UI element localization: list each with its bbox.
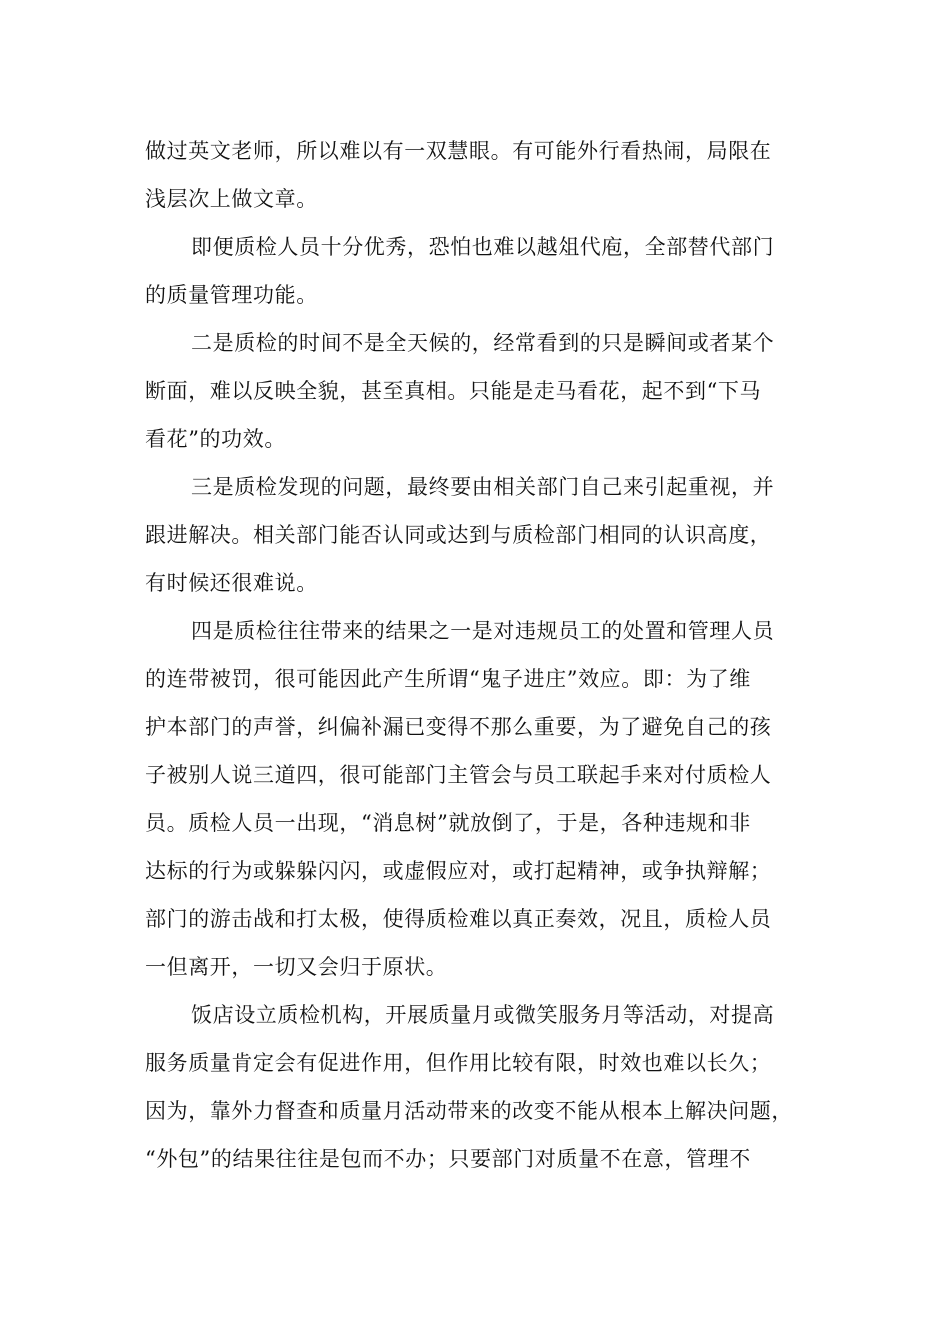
text-line: 三是质检发现的问题，最终要由相关部门自己来引起重视，并 [191,475,775,499]
text-line: 饭店设立质检机构，开展质量月或微笑服务月等活动，对提高 [191,1003,775,1027]
text-line: 断面，难以反映全貌，甚至真相。只能是走马看花，起不到“下马 [145,379,762,403]
text-line: 的连带被罚，很可能因此产生所谓“鬼子进庄”效应。即：为了维 [145,667,751,691]
text-line: 的质量管理功能。 [145,283,318,307]
text-line: 看花”的功效。 [145,427,286,451]
text-line: 子被别人说三道四，很可能部门主管会与员工联起手来对付质检人 [145,763,772,787]
paragraph-1 [145,127,805,223]
text-line: 有时候还很难说。 [145,571,318,595]
text-line: “外包”的结果往往是包而不办；只要部门对质量不在意，管理不 [145,1147,751,1171]
text-line: 做过英文老师，所以难以有一双慧眼。有可能外行看热闹，局限在 [145,139,772,163]
text-line: 因为，靠外力督查和质量月活动带来的改变不能从根本上解决问题， [145,1099,793,1123]
paragraph-2 [145,223,805,319]
text-line: 达标的行为或躲躲闪闪，或虚假应对，或打起精神，或争执辩解； [145,859,772,883]
text-line: 部门的游击战和打太极，使得质检难以真正奏效，况且，质检人员 [145,907,772,931]
text-line: 二是质检的时间不是全天候的，经常看到的只是瞬间或者某个 [191,331,775,355]
text-line: 护本部门的声誉，纠偏补漏已变得不那么重要，为了避免自己的孩 [145,715,772,739]
text-line: 浅层次上做文章。 [145,187,318,211]
text-line: 一但离开，一切又会归于原状。 [145,955,448,979]
body-text [145,127,805,1183]
text-line: 服务质量肯定会有促进作用，但作用比较有限，时效也难以长久； [145,1051,772,1075]
paragraph-3 [145,319,805,463]
text-line: 跟进解决。相关部门能否认同或达到与质检部门相同的认识高度， [145,523,772,547]
paragraph-5 [145,607,805,991]
text-line: 员。质检人员一出现，“消息树”就放倒了，于是，各种违规和非 [145,811,751,835]
text-line: 即便质检人员十分优秀，恐怕也难以越俎代庖，全部替代部门 [191,235,775,259]
text-line: 四是质检往往带来的结果之一是对违规员工的处置和管理人员 [191,619,775,643]
paragraph-4 [145,463,805,607]
paragraph-6 [145,991,805,1183]
